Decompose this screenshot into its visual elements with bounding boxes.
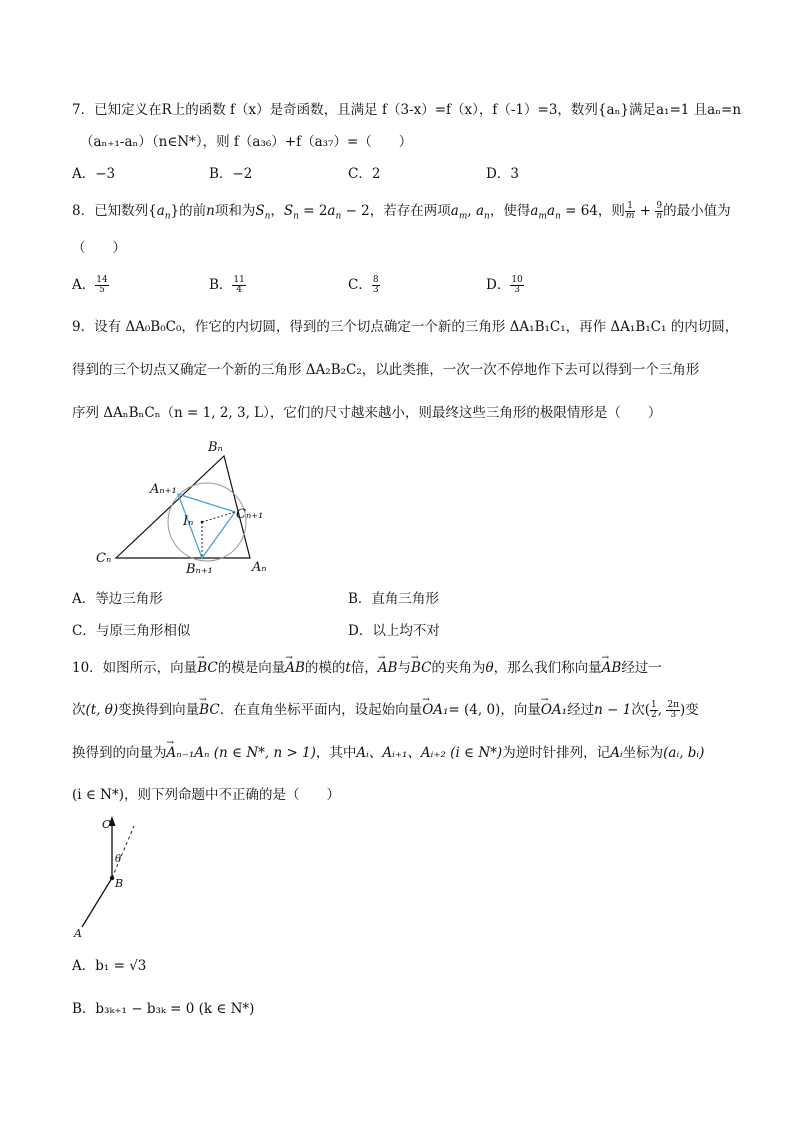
label-theta: θ (115, 854, 122, 865)
q10-option-a: A．b₁ = √3 (72, 958, 147, 974)
label-B: B (115, 877, 124, 890)
q9-option-b: B．直角三角形 (348, 591, 439, 607)
q7-option-a: A．−3 (72, 166, 116, 182)
q10-line3: 换得到的向量为→ Aₙ₋₁Aₙ (n ∈ N*, n > 1)，其中Aᵢ、Aᵢ₊₁、Aᵢ₊₂ (i ∈ N*)为逆时针排列，记Aᵢ坐标为(aᵢ, bᵢ) (72, 744, 704, 762)
q7-line2: （aₙ₊₁-aₙ）（n∈N*），则 f（a₃₆）+f（a₃₇）=（ ） (80, 134, 413, 150)
q10-line1: 10．如图所示，向量→ BC的模是向量→ AB的模的t倍，→ AB与→ BC的夹角为θ，那么我们称向量→ AB经过一 (72, 659, 662, 677)
q8-option-c: C． $\frac{8}{3}$ (348, 275, 379, 295)
label-Bn: Bₙ (208, 440, 223, 455)
q9-option-a: A．等边三角形 (72, 591, 163, 607)
q8-line2: （ ） (72, 240, 126, 256)
q8-line1: 8．已知数列$\{a_n\}$的前n项和为$S_n$，$S_n = 2a_n - 2$，若存在两项$a_m$, $a_n$，使得$a_ma_n = 64$，则 $\frac{1}{m}$ + $\frac{9}{n}$ 的最小值为 (72, 201, 731, 222)
label-In: Iₙ (183, 514, 194, 529)
q9-line1: 9．设有 ΔA₀B₀C₀，作它的内切圆，得到的三个切点确定一个新的三角形 ΔA₁B₁C₁，再作 ΔA₁B₁C₁ 的内切圆， (72, 319, 739, 335)
q7-option-b: B．−2 (209, 166, 253, 182)
q9-line2: 得到的三个切点又确定一个新的三角形 ΔA₂B₂C₂，以此类推，一次一次不停地作下去可以得到一个三角形 (72, 362, 700, 378)
q10-line4: (i ∈ N*)，则下列命题中不正确的是（ ） (72, 787, 340, 803)
label-Cn: Cₙ (96, 551, 112, 566)
label-Cn1: Cₙ₊₁ (236, 507, 264, 522)
q8-option-d: D． $\frac{10}{3}$ (486, 275, 523, 295)
label-Bn1: Bₙ₊₁ (186, 562, 213, 577)
q10-option-b: B．b₃ₖ₊₁ − b₃ₖ = 0 (k ∈ N*) (72, 1001, 255, 1017)
q9-line3: 序列 ΔAₙBₙCₙ（n = 1, 2, 3, L），它们的尺寸越来越小，则最终这些三角形的极限情形是（ ） (72, 405, 662, 421)
q10-line2: 次(t, θ)变换得到向量→ BC．在直角坐标平面内，设起始向量→ OA₁= (4, 0)，向量→ OA₁经过n − 1次( $\frac{1}{2}$ , $\frac{2\pi}{3}$ )变 (72, 701, 699, 720)
q9-option-d: D．以上均不对 (348, 623, 440, 639)
label-A: A (74, 927, 82, 940)
q9-option-c: C．与原三角形相似 (72, 623, 191, 639)
label-An: Aₙ (252, 560, 267, 575)
vector-transform-figure (70, 812, 160, 942)
q7-option-d: D．3 (486, 166, 519, 182)
q8-option-b: B． $\frac{11}{4}$ (209, 275, 245, 295)
label-An1: Aₙ₊₁ (150, 482, 177, 497)
q8-option-a: A． $\frac{14}{5}$ (72, 275, 108, 295)
q7-option-c: C．2 (348, 166, 381, 182)
label-C: C (102, 818, 111, 831)
q7-line1: 7．已知定义在R上的函数 f（x）是奇函数，且满足 f（3-x）=f（x），f（-1）=3，数列{aₙ}满足a₁=1 且aₙ=n (72, 102, 742, 118)
incircle-triangle-figure (92, 436, 282, 578)
